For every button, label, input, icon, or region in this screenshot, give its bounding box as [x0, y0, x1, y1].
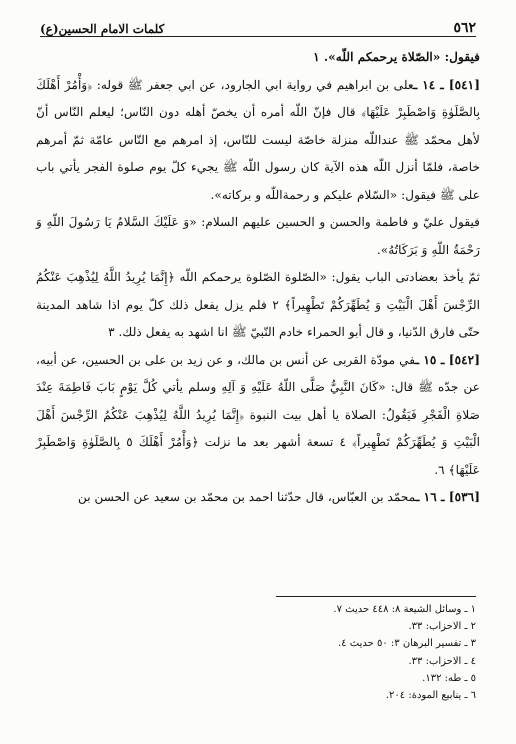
footnote-2: ٢ ـ الاحزاب: ٣٣.: [408, 621, 476, 633]
book-title: كلمات الامام الحسين(ع): [40, 22, 165, 36]
paragraph-3-text: فيقول عليّ و فاطمة والحسن و الحسين عليهم السلام: «وَ عَلَيْكَ السَّلامُ يَا رَسُولَ اللّهِ وَ رَحْمَةُ اللّهِ وَ بَرَكَاتُهُ».: [36, 215, 480, 257]
page-number: ٥٦٢: [453, 20, 476, 36]
hadith-541-number: [٥٤١] ـ ١٤ ـ: [413, 77, 480, 92]
footnote-4: ٤ ـ الاحزاب: ٣٣.: [408, 655, 476, 667]
paragraph-4: [36, 264, 480, 347]
paragraph-4-text: ثمّ يأخذ بعضادتى الباب يقول: «الصّلوة الصّلوة يرحمكم اللّه ﴿إِنَّمَا يُرِيدُ اللَّهُ لِيُذْهِبَ عَنْكُمُ الرِّجْسَ أَهْلَ الْبَيْتِ وَ يُطَهِّرَكُمْ تَطْهِيراً﴾ ٢ فلم يزل يفعل ذلك كلّ يوم اذا شاهد المدينة حتّى فارق الدّنيا، و قال أبو الحمراء خادم النّبيّ ﷺ انا اشهد به يفعل ذلك. ٣: [36, 270, 480, 339]
paragraph-1: [36, 44, 480, 72]
hadith-542: [36, 347, 480, 485]
footnote-3: ٣ ـ تفسير البرهان ٣: ٥٠ حديث ٤.: [338, 638, 476, 650]
paragraph-1-text: فيقول: «الصّلاة يرحمكم اللّه». ١: [313, 50, 480, 64]
hadith-542-text: في مودّة القربى عن أنس بن مالك، و عن زيد بن على بن الحسين، عن أبيه، عن جدّه ﷺ قال: «كَانَ النَّبِيُّ صَلَّى اللّهُ عَلَيْهِ وَ آلِهِ وسلم يأتي كُلَّ يَوْمٍ بَابَ فَاطِمَةَ عِنْدَ صَلاةِ الْفَجْرِ فَيَقُولُ: الصلاة يا أهل بيت النبوة ﴿إِنَّمَا يُرِيدُ اللَّهُ لِيُذْهِبَ عَنْكُمُ الرِّجْسَ أَهْلَ الْبَيْتِ وَ يُطَهِّرَكُمْ تَطْهِيراً﴾ ٤ تسعة أشهر بعد ما نزلت ﴿وَأْمُرْ أَهْلَكَ ٥ بِالصَّلَوٰةِ وَاصْطَبِرْ عَلَيْهَا﴾ ٦.: [36, 352, 480, 477]
hadith-536-text: محمّد بن العبّاس، قال حدّثنا احمد بن محمّد بن سعيد عن الحسن بن: [77, 490, 416, 504]
hadith-536-number: [٥٣٦] ـ ١٦ ـ: [415, 490, 480, 504]
footnote-6: ٦ ـ ينابيع المودة: ٢٠٤.: [385, 690, 476, 702]
running-header: [40, 14, 476, 37]
footnote-1: ١ ـ وسائل الشيعة ٨: ٤٤٨ حديث ٧.: [333, 604, 476, 615]
hadith-542-number: [٥٤٢] ـ ١٥ ـ: [415, 352, 480, 367]
main-text: [36, 44, 480, 512]
footnote-rule: [276, 596, 476, 597]
footnotes: [40, 596, 476, 704]
footnote-5: ٥ ـ طه: ١٣٢.: [422, 672, 476, 684]
hadith-536: [36, 484, 480, 512]
paragraph-3: [36, 209, 480, 264]
hadith-541-text: على بن ابراهيم في رواية ابي الجارود، عن ابي جعفر ﷺ قوله: ﴿وَأْمُرْ أَهْلَكَ بِالصَّلَوٰةِ وَاصْطَبِرْ عَلَيْهَا﴾ قال فإنّ اللّه أمره أن يخصّ أهله دون النّاس؛ ليعلم النّاس أنّ لأهل محمّد ﷺ عنداللّه منزلة خاصّة ليست للنّاس، إذ امرهم مع النّاس عامّة ثمّ أمرهم خاصة، فلمّا أنزل اللّه هذه الآية كان رسول اللّه ﷺ يجيء كلّ يوم صلوة الفجر يأتي باب على ﷺ فيقول: «السّلام عليكم و رحمةاللّه و بركاته».: [36, 77, 480, 202]
hadith-541: [36, 72, 480, 210]
